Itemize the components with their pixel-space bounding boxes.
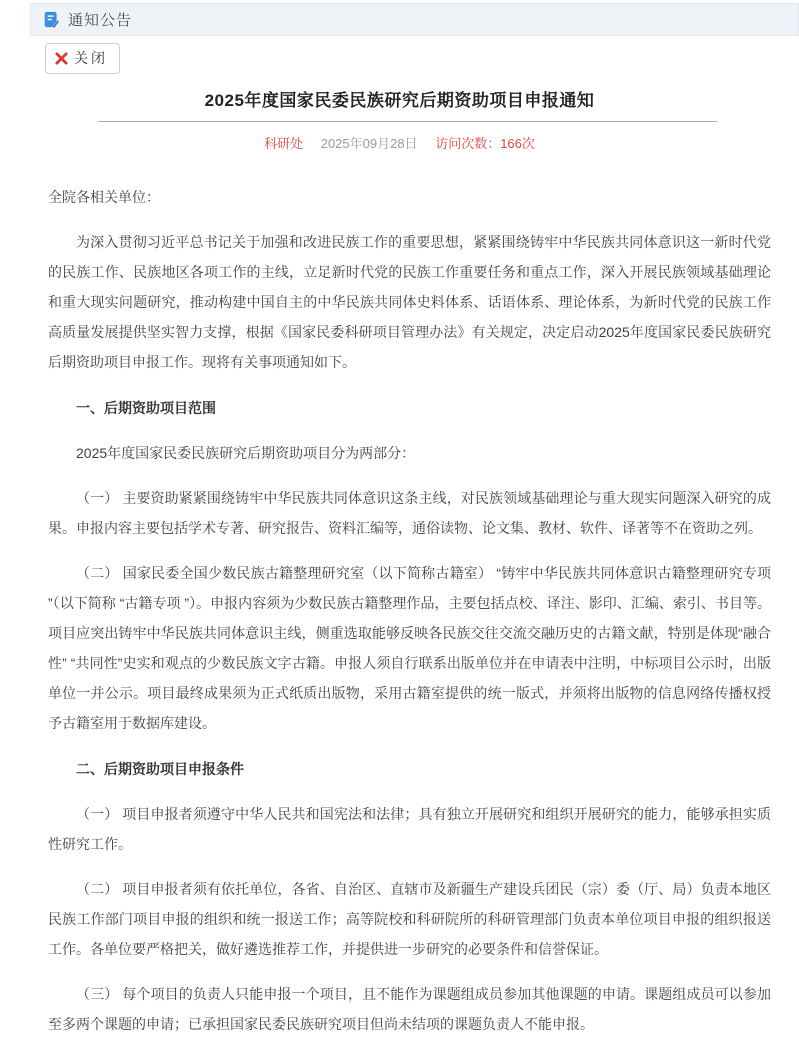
paragraph: （一） 项目申报者须遵守中华人民共和国宪法和法律；具有独立开展研究和组织开展研究的能力，能够承担实质性研究工作。 xyxy=(48,805,771,852)
title-divider xyxy=(98,121,717,122)
section-heading: 一、后期资助项目范围 xyxy=(76,399,216,416)
paragraph: （二） 国家民委全国少数民族古籍整理研究室（以下简称古籍室） “铸牢中华民族共同体意识古籍整理研究专项 ”（以下简称 “古籍专项 ”）。申报内容须为少数民族古籍整理作品，主要包括点校、译注、影印、汇编、索引、书目等。项目应突出铸牢中华民族共同体意识主线，侧重选取能够反映各民族交往交流交融历史的古籍文献，特别是体现“融合性” “共同性”史实和观点的少数民族文字古籍。申报人须自行联系出版单位并在申请表中注明，中标项目公示时，出版单位一并公示。项目最终成果须为正式纸质出版物，采用古籍室提供的统一版式，并须将出版物的信息网络传播权授予古籍室用于数据库建设。 xyxy=(48,564,771,732)
notice-page xyxy=(0,3,799,1033)
page-header xyxy=(30,3,799,36)
notice-icon xyxy=(43,11,60,28)
meta-department: 科研处 xyxy=(264,136,304,151)
paragraph: （一） 主要资助紧紧围绕铸牢中华民族共同体意识这条主线，对民族领域基础理论与重大现实问题深入研究的成果。申报内容主要包括学术专著、研究报告、资料汇编等，通俗读物、论文集、教材、软件、译著等不在资助之列。 xyxy=(48,489,771,536)
paragraph: （二） 项目申报者须有依托单位，各省、自治区、直辖市及新疆生产建设兵团民（宗）委（厅、局）负责本地区民族工作部门项目申报的组织和统一报送工作；高等院校和科研院所的科研管理部门负责本单位项目申报的组织报送工作。各单位要严格把关，做好遴选推荐工作，并提供进一步研究的必要条件和信誉保证。 xyxy=(48,880,771,957)
close-button[interactable] xyxy=(45,43,120,74)
meta-visits-value: 166次 xyxy=(500,136,535,151)
paragraph: 为深入贯彻习近平总书记关于加强和改进民族工作的重要思想，紧紧围绕铸牢中华民族共同体意识这一新时代党的民族工作、民族地区各项工作的主线，立足新时代党的民族工作重要任务和重点工作，深入开展民族领域基础理论和重大现实问题研究，推动构建中国自主的中华民族共同体史料体系、话语体系、理论体系，为新时代党的民族工作高质量发展提供坚实智力支撑，根据《国家民委科研项目管理办法》有关规定，决定启动2025年度国家民委民族研究后期资助项目申报工作。现将有关事项通知如下。 xyxy=(48,234,771,371)
page-title: 通知公告 xyxy=(68,12,133,29)
article-meta xyxy=(0,133,799,152)
meta-visits-label: 访问次数： xyxy=(435,136,501,151)
meta-visit-count xyxy=(435,136,535,151)
paragraph: 2025年度国家民委民族研究后期资助项目分为两部分： xyxy=(76,444,416,461)
article-body xyxy=(0,182,799,1039)
article xyxy=(0,86,799,1039)
toolbar xyxy=(45,43,799,74)
paragraph: 全院各相关单位： xyxy=(48,189,160,205)
paragraph: （三） 每个项目的负责人只能申报一个项目，且不能作为课题组成员参加其他课题的申请。课题组成员可以参加至多两个课题的申请；已承担国家民委民族研究项目但尚未结项的课题负责人不能申报。 xyxy=(48,986,771,1033)
section-heading: 二、后期资助项目申报条件 xyxy=(76,760,244,777)
close-x-icon xyxy=(55,52,68,65)
meta-date: 2025年09月28日 xyxy=(320,136,418,151)
article-title: 2025年度国家民委民族研究后期资助项目申报通知 xyxy=(204,91,595,110)
close-button-label: 关闭 xyxy=(74,50,108,66)
